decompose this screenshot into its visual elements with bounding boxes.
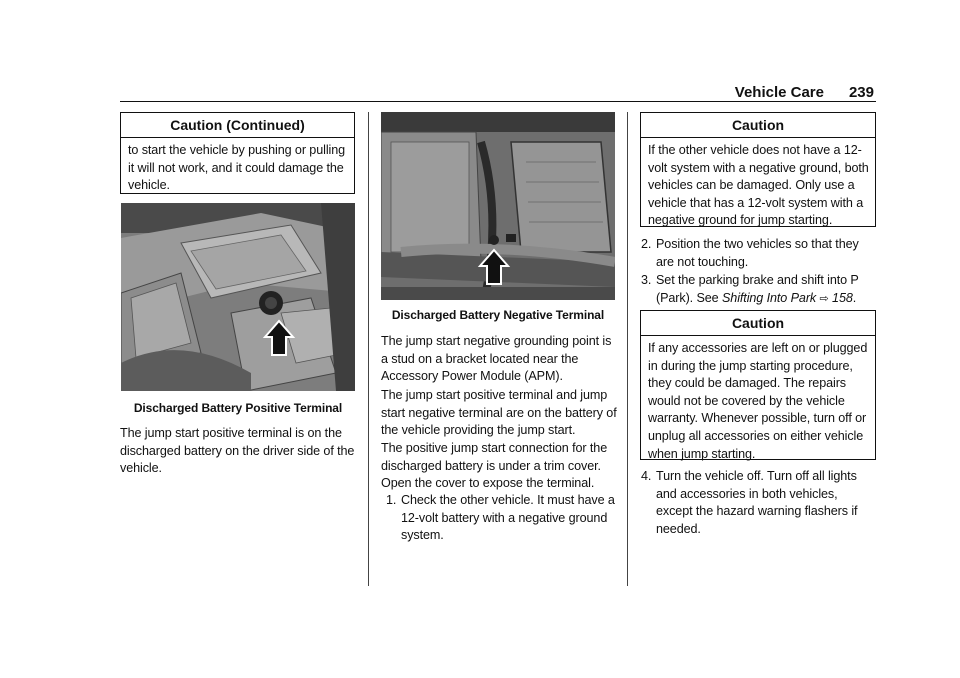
negative-terminal-illustration: [381, 112, 615, 300]
caution-2-title: Caution: [641, 311, 875, 336]
negative-terminal-caption: Discharged Battery Negative Terminal: [391, 308, 605, 322]
step-3-number: 3.: [641, 273, 652, 287]
step-2: [641, 236, 875, 271]
column-divider-1: [368, 112, 369, 586]
step-1-number: 1.: [386, 493, 397, 507]
positive-terminal-caption: Discharged Battery Positive Terminal: [133, 401, 343, 415]
step-3-text: [656, 272, 875, 308]
caution-continued-title: Caution (Continued): [121, 113, 354, 138]
step-2-number: 2.: [641, 237, 652, 251]
caution-2-body: If any accessories are left on or plugged in during the jump starting procedure, they could be damaged. The repairs would not be covered by the vehicle warranty. Whenever possible, turn off or unplug all accessories on either vehicle when jump starting.: [648, 341, 868, 461]
negative-terminal-para-3: The positive jump start connection for the discharged battery is under a trim cover. Open the cover to expose the terminal.: [381, 441, 608, 491]
header-rule: [120, 101, 876, 102]
step-3-period: .: [852, 290, 857, 305]
step-3: [641, 272, 875, 308]
negative-terminal-para-1: The jump start negative grounding point is a stud on a bracket located near the Accessory Power Module (APM).: [381, 334, 612, 384]
step-1: [386, 492, 616, 545]
engine-bay-negative-image: [381, 112, 615, 300]
negative-terminal-para-2: The jump start positive terminal and jump start negative terminal are on the battery of the vehicle providing the jump start.: [381, 388, 617, 438]
step-4-text: Turn the vehicle off. Turn off all lights and accessories in both vehicles, except the hazard warning flashers if needed.: [656, 469, 858, 536]
step-4-number: 4.: [641, 469, 652, 483]
page-ref-number[interactable]: 158: [832, 290, 853, 305]
page-ref-arrow-icon: ⇨: [819, 292, 829, 305]
column-divider-2: [627, 112, 628, 586]
caution-continued-body: to start the vehicle by pushing or pulling it will not work, and it could damage the vehicle.: [128, 143, 346, 193]
shifting-into-park-link[interactable]: Shifting Into Park: [722, 290, 817, 305]
section-title: Vehicle Care: [734, 84, 824, 101]
page-number: 239: [848, 84, 874, 101]
step-3-lead: Set the parking brake and shift into P (Park). See: [656, 273, 859, 305]
positive-terminal-illustration: [121, 203, 355, 391]
caution-continued-box: [120, 112, 355, 194]
caution-1-body: If the other vehicle does not have a 12-volt system with a negative ground, both vehicles can be damaged. Only use a vehicle that has a 12-volt system with a negative ground for jump starting.: [648, 143, 869, 228]
step-2-text: Position the two vehicles so that they are not touching.: [656, 237, 859, 269]
engine-bay-positive-image: [121, 203, 355, 391]
caution-1-title: Caution: [641, 113, 875, 138]
step-1-text: Check the other vehicle. It must have a 12-volt battery with a negative ground system.: [401, 493, 615, 543]
positive-terminal-paragraph: The jump start positive terminal is on the discharged battery on the driver side of the vehicle.: [120, 426, 355, 476]
caution-box-1: [640, 112, 876, 227]
step-4: [641, 468, 875, 538]
caution-box-2: [640, 310, 876, 460]
